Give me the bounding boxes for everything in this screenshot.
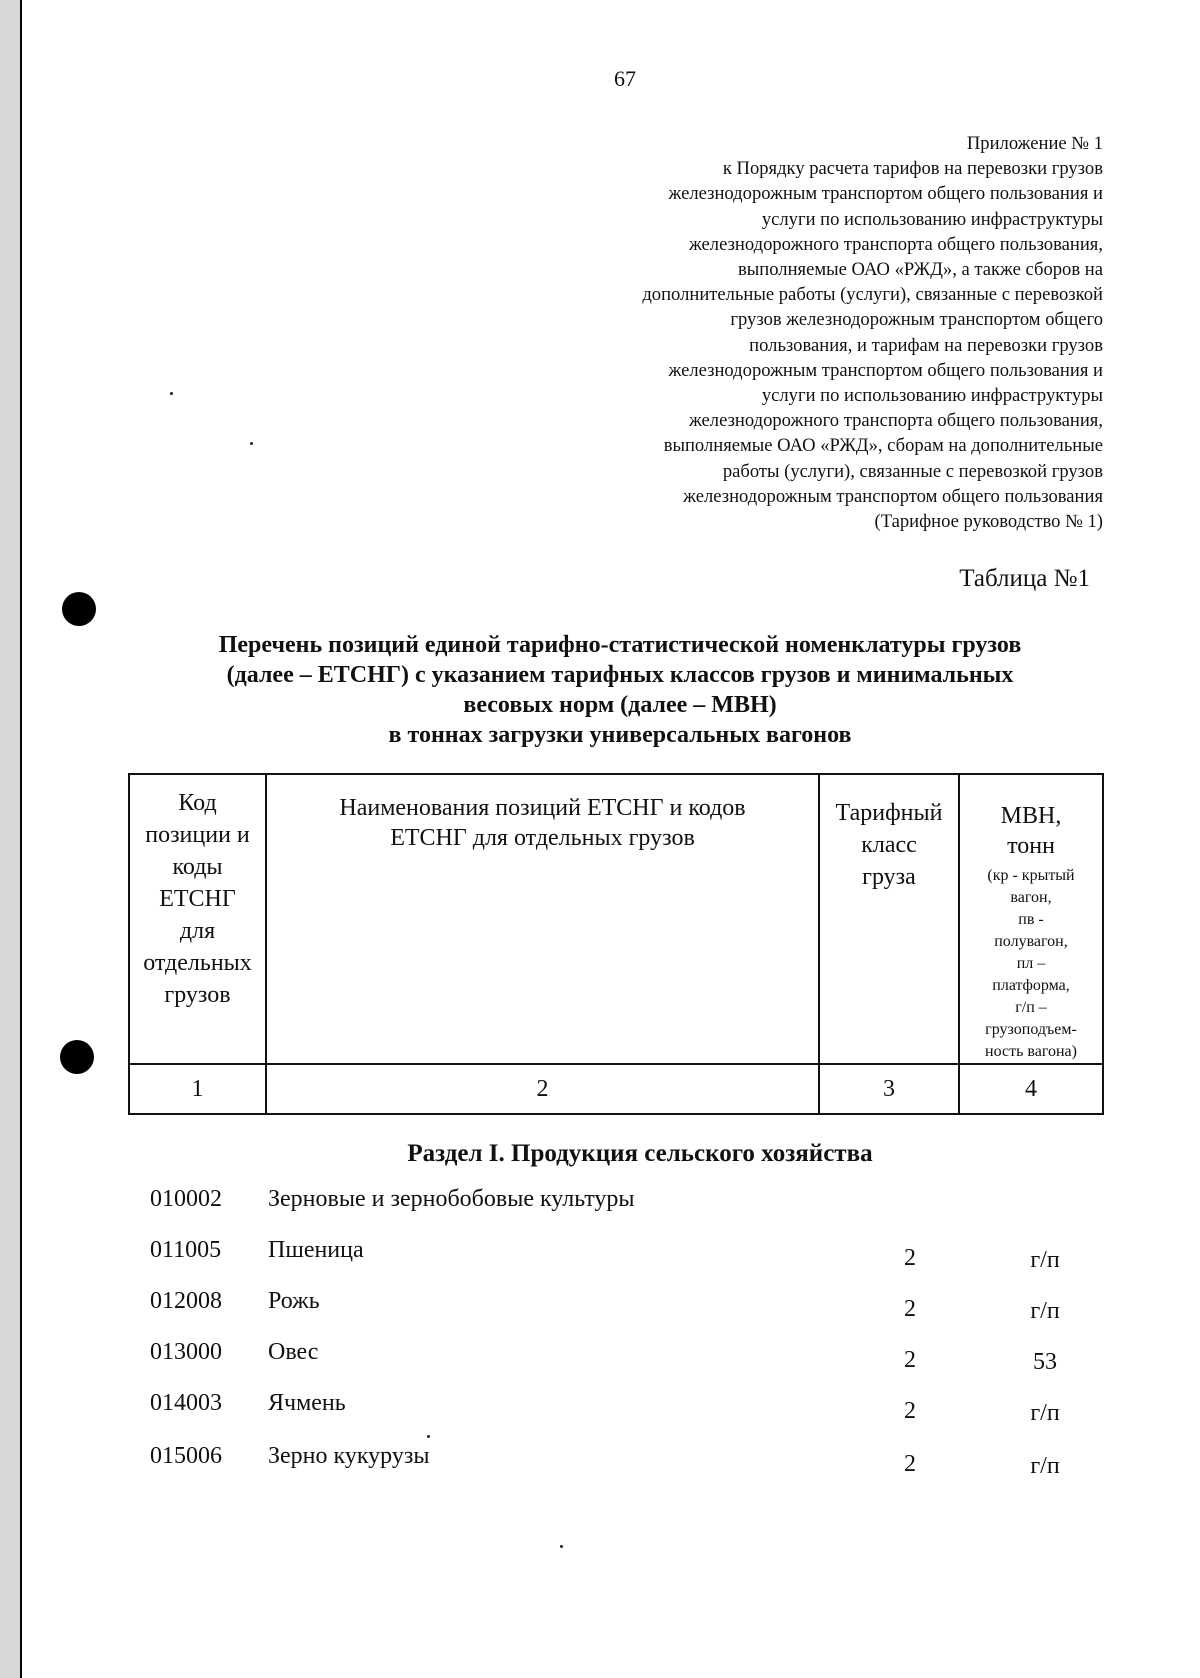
header-code-line: грузов bbox=[164, 982, 231, 1008]
header-mvn-note-line: пл – bbox=[1016, 955, 1046, 972]
row-code: 010002 bbox=[150, 1186, 222, 1212]
header-mvn-note-line: грузоподъем- bbox=[985, 1021, 1077, 1038]
header-code-line: позиции и bbox=[145, 822, 250, 848]
table-row bbox=[150, 1339, 1057, 1383]
row-mvn: г/п bbox=[1030, 1247, 1060, 1273]
appendix-line: (Тарифное руководство № 1) bbox=[874, 511, 1103, 533]
appendix-line: железнодорожным транспортом общего пользования bbox=[683, 485, 1103, 507]
header-mvn-note-line: пв - bbox=[1018, 911, 1044, 928]
header-mvn-cell bbox=[959, 774, 1103, 1064]
title-line: (далее – ЕТСНГ) с указанием тарифных классов грузов и минимальных bbox=[226, 662, 1014, 688]
row-class: 2 bbox=[904, 1245, 916, 1271]
appendix-line: к Порядку расчета тарифов на перевозки грузов bbox=[722, 158, 1103, 180]
header-mvn-note-line: полувагон, bbox=[994, 933, 1068, 950]
row-code: 015006 bbox=[150, 1443, 222, 1469]
header-row bbox=[129, 774, 1103, 1064]
table-row bbox=[150, 1390, 1060, 1434]
appendix-line: выполняемые ОАО «РЖД», а также сборов на bbox=[738, 259, 1103, 281]
row-code: 011005 bbox=[150, 1237, 222, 1263]
header-mvn-note-line: платформа, bbox=[992, 977, 1070, 994]
header-class-cell bbox=[819, 774, 959, 1064]
table-row bbox=[150, 1443, 1060, 1487]
appendix-line: Приложение № 1 bbox=[966, 133, 1103, 154]
scan-edge bbox=[0, 0, 20, 1678]
scan-speck bbox=[170, 392, 173, 395]
appendix-line: железнодорожным транспортом общего пользования и bbox=[668, 183, 1103, 205]
appendix-line: грузов железнодорожным транспортом общего bbox=[730, 309, 1103, 331]
header-mvn-note-line: (кр - крытый bbox=[987, 867, 1075, 884]
row-mvn: г/п bbox=[1030, 1400, 1060, 1426]
header-code-line: Код bbox=[178, 790, 217, 816]
punch-hole-top bbox=[62, 592, 96, 626]
row-name: Пшеница bbox=[268, 1237, 364, 1263]
header-class-line: Тарифный bbox=[835, 800, 943, 826]
row-name: Ячмень bbox=[268, 1390, 346, 1416]
table-row bbox=[150, 1186, 1050, 1230]
row-mvn: г/п bbox=[1030, 1453, 1060, 1479]
section-title: Раздел I. Продукция сельского хозяйства bbox=[407, 1140, 873, 1167]
scan-speck bbox=[427, 1435, 430, 1438]
table-number: Таблица №1 bbox=[959, 565, 1090, 592]
row-class: 2 bbox=[904, 1347, 916, 1373]
appendix-line: услуги по использованию инфраструктуры bbox=[761, 208, 1103, 230]
row-code: 014003 bbox=[150, 1390, 222, 1416]
title-line: Перечень позиций единой тарифно-статистической номенклатуры грузов bbox=[218, 632, 1022, 658]
row-code: 013000 bbox=[150, 1339, 222, 1365]
appendix-line: выполняемые ОАО «РЖД», сборам на дополнительные bbox=[663, 435, 1103, 457]
header-mvn-note-line: вагон, bbox=[1010, 889, 1052, 906]
table-row bbox=[150, 1237, 1060, 1281]
appendix-line: услуги по использованию инфраструктуры bbox=[761, 385, 1103, 407]
appendix-line: железнодорожным транспортом общего пользования и bbox=[668, 359, 1103, 381]
scan-edge-line bbox=[20, 0, 22, 1678]
title-line: весовых норм (далее – МВН) bbox=[463, 692, 777, 718]
scan-speck bbox=[250, 442, 253, 445]
table-row bbox=[150, 1288, 1060, 1332]
row-name: Овес bbox=[268, 1339, 319, 1365]
page-number: 67 bbox=[614, 66, 636, 91]
column-number-row bbox=[129, 1064, 1103, 1114]
scan-speck bbox=[560, 1545, 563, 1548]
document-title bbox=[140, 630, 1100, 750]
header-code-line: ЕТСНГ bbox=[159, 886, 236, 912]
appendix-note bbox=[383, 131, 1103, 534]
header-class-line: груза bbox=[862, 864, 916, 890]
column-number: 3 bbox=[819, 1064, 959, 1114]
appendix-line: дополнительные работы (услуги), связанные с перевозкой bbox=[642, 284, 1103, 306]
row-code: 012008 bbox=[150, 1288, 222, 1314]
appendix-line: пользования, и тарифам на перевозки грузов bbox=[749, 334, 1103, 356]
column-number: 1 bbox=[129, 1064, 266, 1114]
title-line: в тоннах загрузки универсальных вагонов bbox=[388, 722, 852, 748]
column-number: 2 bbox=[266, 1064, 819, 1114]
header-code-cell bbox=[129, 774, 266, 1064]
header-code-line: для bbox=[179, 918, 216, 944]
header-mvn-note bbox=[960, 865, 1102, 1063]
row-class: 2 bbox=[904, 1451, 916, 1477]
header-code-line: коды bbox=[172, 854, 223, 880]
row-mvn: г/п bbox=[1030, 1298, 1060, 1324]
header-class-line: класс bbox=[861, 832, 917, 858]
header-name-cell bbox=[266, 774, 819, 1064]
appendix-line: железнодорожного транспорта общего пользования, bbox=[688, 410, 1103, 432]
row-name: Зерно кукурузы bbox=[268, 1443, 430, 1469]
appendix-line: железнодорожного транспорта общего пользования, bbox=[688, 233, 1103, 255]
header-mvn-note-line: г/п – bbox=[1015, 999, 1047, 1016]
row-name: Зерновые и зернобобовые культуры bbox=[268, 1186, 635, 1212]
row-name: Рожь bbox=[268, 1288, 320, 1314]
header-code-line: отдельных bbox=[143, 950, 252, 976]
header-name-line: ЕТСНГ для отдельных грузов bbox=[390, 825, 695, 851]
punch-hole-bottom bbox=[60, 1040, 94, 1074]
table-header bbox=[128, 773, 1104, 1115]
header-mvn-line: тонн bbox=[1007, 833, 1055, 859]
header-mvn-note-line: ность вагона) bbox=[985, 1043, 1077, 1060]
header-mvn-line: МВН, bbox=[1000, 803, 1062, 829]
column-number: 4 bbox=[959, 1064, 1103, 1114]
row-class: 2 bbox=[904, 1398, 916, 1424]
row-mvn: 53 bbox=[1033, 1349, 1057, 1375]
header-name-line: Наименования позиций ЕТСНГ и кодов bbox=[339, 795, 746, 821]
appendix-line: работы (услуги), связанные с перевозкой грузов bbox=[722, 460, 1103, 482]
row-class: 2 bbox=[904, 1296, 916, 1322]
